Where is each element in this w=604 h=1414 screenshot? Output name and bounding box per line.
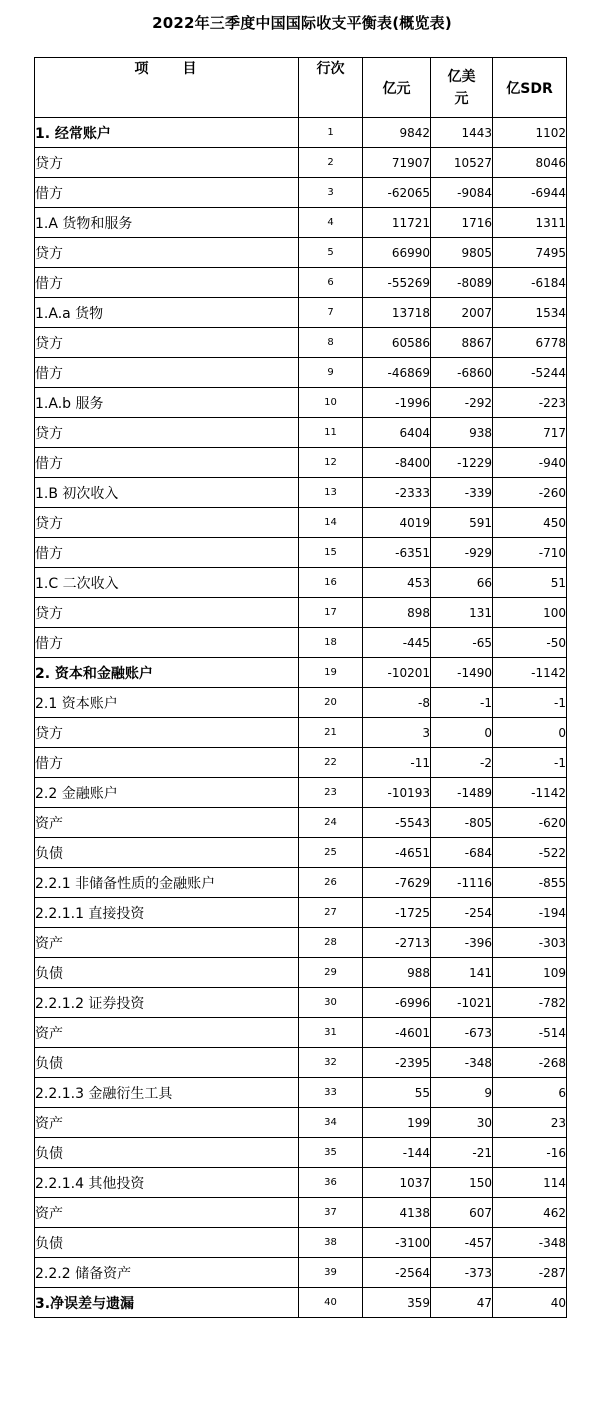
row-number: 16 (299, 568, 363, 598)
row-number: 9 (299, 358, 363, 388)
value-usd: -348 (431, 1048, 493, 1078)
value-usd: -929 (431, 538, 493, 568)
row-number: 19 (299, 658, 363, 688)
table-row (35, 1168, 567, 1198)
row-number: 31 (299, 1018, 363, 1048)
value-sdr: 40 (493, 1288, 567, 1318)
value-sdr: 114 (493, 1168, 567, 1198)
table-row (35, 1288, 567, 1318)
value-usd: -805 (431, 808, 493, 838)
table-row (35, 628, 567, 658)
value-usd: -2 (431, 748, 493, 778)
table-body (35, 118, 567, 1318)
value-usd: -396 (431, 928, 493, 958)
value-usd: 591 (431, 508, 493, 538)
table-row (35, 388, 567, 418)
value-sdr: -50 (493, 628, 567, 658)
value-usd: 8867 (431, 328, 493, 358)
item-label: 1.A.b 服务 (35, 388, 299, 418)
value-yuan: -8 (363, 688, 431, 718)
value-usd: -1116 (431, 868, 493, 898)
value-yuan: 11721 (363, 208, 431, 238)
value-sdr: -782 (493, 988, 567, 1018)
item-label: 借方 (35, 268, 299, 298)
value-usd: 131 (431, 598, 493, 628)
value-yuan: 55 (363, 1078, 431, 1108)
value-sdr: -6184 (493, 268, 567, 298)
row-number: 34 (299, 1108, 363, 1138)
value-yuan: 9842 (363, 118, 431, 148)
table-row (35, 688, 567, 718)
value-sdr: -5244 (493, 358, 567, 388)
header-row-number: 行次 (299, 58, 363, 118)
row-number: 10 (299, 388, 363, 418)
row-number: 29 (299, 958, 363, 988)
table-row (35, 898, 567, 928)
balance-of-payments-table (34, 57, 567, 1318)
item-label: 1.C 二次收入 (35, 568, 299, 598)
value-sdr: -1142 (493, 778, 567, 808)
value-usd: 9 (431, 1078, 493, 1108)
item-label: 2. 资本和金融账户 (35, 658, 299, 688)
row-number: 37 (299, 1198, 363, 1228)
table-row (35, 748, 567, 778)
row-number: 18 (299, 628, 363, 658)
value-usd: 938 (431, 418, 493, 448)
item-label: 资产 (35, 1108, 299, 1138)
header-item: 项 目 (35, 58, 299, 118)
table-row (35, 1108, 567, 1138)
header-usd: 亿美 元 (431, 58, 493, 118)
value-sdr: -855 (493, 868, 567, 898)
table-row (35, 718, 567, 748)
value-usd: -292 (431, 388, 493, 418)
value-sdr: 6 (493, 1078, 567, 1108)
value-yuan: 1037 (363, 1168, 431, 1198)
value-yuan: -10201 (363, 658, 431, 688)
value-sdr: 7495 (493, 238, 567, 268)
row-number: 11 (299, 418, 363, 448)
table-row (35, 988, 567, 1018)
row-number: 20 (299, 688, 363, 718)
value-yuan: -11 (363, 748, 431, 778)
item-label: 贷方 (35, 328, 299, 358)
value-sdr: -514 (493, 1018, 567, 1048)
value-usd: -65 (431, 628, 493, 658)
row-number: 2 (299, 148, 363, 178)
table-row (35, 1138, 567, 1168)
item-label: 1.B 初次收入 (35, 478, 299, 508)
row-number: 3 (299, 178, 363, 208)
value-yuan: -6996 (363, 988, 431, 1018)
item-label: 2.2.1.4 其他投资 (35, 1168, 299, 1198)
row-number: 23 (299, 778, 363, 808)
table-row (35, 538, 567, 568)
row-number: 35 (299, 1138, 363, 1168)
value-yuan: 4138 (363, 1198, 431, 1228)
row-number: 17 (299, 598, 363, 628)
item-label: 贷方 (35, 418, 299, 448)
value-yuan: -8400 (363, 448, 431, 478)
value-sdr: -522 (493, 838, 567, 868)
value-yuan: 13718 (363, 298, 431, 328)
value-sdr: -287 (493, 1258, 567, 1288)
value-yuan: 988 (363, 958, 431, 988)
table-row (35, 148, 567, 178)
table-row (35, 118, 567, 148)
table-row (35, 598, 567, 628)
value-usd: 9805 (431, 238, 493, 268)
value-sdr: 1102 (493, 118, 567, 148)
value-sdr: -1 (493, 748, 567, 778)
value-usd: 2007 (431, 298, 493, 328)
value-yuan: -10193 (363, 778, 431, 808)
row-number: 13 (299, 478, 363, 508)
row-number: 26 (299, 868, 363, 898)
value-yuan: -2713 (363, 928, 431, 958)
value-sdr: 23 (493, 1108, 567, 1138)
value-usd: 47 (431, 1288, 493, 1318)
value-sdr: -194 (493, 898, 567, 928)
table-row (35, 658, 567, 688)
table-row (35, 298, 567, 328)
row-number: 21 (299, 718, 363, 748)
row-number: 14 (299, 508, 363, 538)
value-usd: -1 (431, 688, 493, 718)
value-usd: -1229 (431, 448, 493, 478)
item-label: 1. 经常账户 (35, 118, 299, 148)
row-number: 33 (299, 1078, 363, 1108)
item-label: 负债 (35, 1048, 299, 1078)
value-yuan: -6351 (363, 538, 431, 568)
value-sdr: 1311 (493, 208, 567, 238)
item-label: 借方 (35, 538, 299, 568)
value-sdr: -6944 (493, 178, 567, 208)
value-yuan: -445 (363, 628, 431, 658)
table-row (35, 508, 567, 538)
value-yuan: 6404 (363, 418, 431, 448)
value-sdr: 462 (493, 1198, 567, 1228)
item-label: 2.2.1.3 金融衍生工具 (35, 1078, 299, 1108)
value-yuan: 199 (363, 1108, 431, 1138)
row-number: 24 (299, 808, 363, 838)
value-usd: 141 (431, 958, 493, 988)
value-usd: 0 (431, 718, 493, 748)
table-row (35, 1258, 567, 1288)
value-usd: 607 (431, 1198, 493, 1228)
value-yuan: -5543 (363, 808, 431, 838)
value-sdr: 51 (493, 568, 567, 598)
item-label: 2.2 金融账户 (35, 778, 299, 808)
item-label: 资产 (35, 928, 299, 958)
row-number: 32 (299, 1048, 363, 1078)
value-usd: -684 (431, 838, 493, 868)
item-label: 2.2.1.1 直接投资 (35, 898, 299, 928)
item-label: 贷方 (35, 508, 299, 538)
table-row (35, 778, 567, 808)
row-number: 4 (299, 208, 363, 238)
table-row (35, 418, 567, 448)
item-label: 资产 (35, 1018, 299, 1048)
table-row (35, 1198, 567, 1228)
row-number: 15 (299, 538, 363, 568)
table-row (35, 568, 567, 598)
value-yuan: 4019 (363, 508, 431, 538)
value-usd: -21 (431, 1138, 493, 1168)
page-title: 2022年三季度中国国际收支平衡表(概览表) (152, 14, 452, 32)
value-usd: -457 (431, 1228, 493, 1258)
value-usd: -6860 (431, 358, 493, 388)
value-yuan: -2395 (363, 1048, 431, 1078)
item-label: 借方 (35, 448, 299, 478)
value-sdr: 100 (493, 598, 567, 628)
item-label: 2.2.1.2 证券投资 (35, 988, 299, 1018)
header-sdr: 亿SDR (493, 58, 567, 118)
table-row (35, 358, 567, 388)
value-sdr: -268 (493, 1048, 567, 1078)
table-row (35, 928, 567, 958)
value-yuan: -1996 (363, 388, 431, 418)
item-label: 2.1 资本账户 (35, 688, 299, 718)
value-usd: -673 (431, 1018, 493, 1048)
item-label: 贷方 (35, 238, 299, 268)
row-number: 38 (299, 1228, 363, 1258)
value-sdr: -620 (493, 808, 567, 838)
value-yuan: 66990 (363, 238, 431, 268)
item-label: 贷方 (35, 148, 299, 178)
value-sdr: -710 (493, 538, 567, 568)
value-yuan: 71907 (363, 148, 431, 178)
value-sdr: -348 (493, 1228, 567, 1258)
item-label: 1.A 货物和服务 (35, 208, 299, 238)
row-number: 22 (299, 748, 363, 778)
value-sdr: -223 (493, 388, 567, 418)
value-sdr: 8046 (493, 148, 567, 178)
row-number: 8 (299, 328, 363, 358)
item-label: 3.净误差与遗漏 (35, 1288, 299, 1318)
value-yuan: -4651 (363, 838, 431, 868)
header-yuan: 亿元 (363, 58, 431, 118)
row-number: 1 (299, 118, 363, 148)
item-label: 借方 (35, 358, 299, 388)
value-yuan: -4601 (363, 1018, 431, 1048)
table-row (35, 448, 567, 478)
item-label: 负债 (35, 838, 299, 868)
value-usd: 10527 (431, 148, 493, 178)
table-row (35, 838, 567, 868)
value-yuan: 453 (363, 568, 431, 598)
value-usd: 30 (431, 1108, 493, 1138)
value-sdr: -1142 (493, 658, 567, 688)
value-yuan: 60586 (363, 328, 431, 358)
item-label: 负债 (35, 958, 299, 988)
value-sdr: 0 (493, 718, 567, 748)
value-usd: 1716 (431, 208, 493, 238)
row-number: 7 (299, 298, 363, 328)
value-usd: -9084 (431, 178, 493, 208)
row-number: 36 (299, 1168, 363, 1198)
item-label: 借方 (35, 748, 299, 778)
item-label: 贷方 (35, 598, 299, 628)
table-row (35, 478, 567, 508)
value-usd: -373 (431, 1258, 493, 1288)
value-yuan: -62065 (363, 178, 431, 208)
item-label: 借方 (35, 178, 299, 208)
table-row (35, 1228, 567, 1258)
value-usd: -1490 (431, 658, 493, 688)
row-number: 25 (299, 838, 363, 868)
value-yuan: -7629 (363, 868, 431, 898)
value-sdr: -260 (493, 478, 567, 508)
row-number: 5 (299, 238, 363, 268)
item-label: 2.2.1 非储备性质的金融账户 (35, 868, 299, 898)
row-number: 40 (299, 1288, 363, 1318)
value-yuan: 359 (363, 1288, 431, 1318)
value-usd: 66 (431, 568, 493, 598)
value-sdr: 717 (493, 418, 567, 448)
row-number: 27 (299, 898, 363, 928)
table-row (35, 268, 567, 298)
table-row (35, 178, 567, 208)
value-sdr: 450 (493, 508, 567, 538)
item-label: 负债 (35, 1228, 299, 1258)
table-row (35, 208, 567, 238)
value-sdr: -303 (493, 928, 567, 958)
header-row (35, 58, 567, 118)
table-row (35, 1078, 567, 1108)
value-yuan: -144 (363, 1138, 431, 1168)
value-usd: -339 (431, 478, 493, 508)
value-sdr: -940 (493, 448, 567, 478)
row-number: 12 (299, 448, 363, 478)
value-yuan: -2564 (363, 1258, 431, 1288)
table-row (35, 808, 567, 838)
value-yuan: -2333 (363, 478, 431, 508)
value-sdr: 109 (493, 958, 567, 988)
value-usd: -1489 (431, 778, 493, 808)
item-label: 1.A.a 货物 (35, 298, 299, 328)
value-sdr: 1534 (493, 298, 567, 328)
item-label: 资产 (35, 808, 299, 838)
value-yuan: -55269 (363, 268, 431, 298)
row-number: 30 (299, 988, 363, 1018)
value-usd: -1021 (431, 988, 493, 1018)
table-row (35, 238, 567, 268)
value-yuan: -46869 (363, 358, 431, 388)
table-row (35, 958, 567, 988)
item-label: 借方 (35, 628, 299, 658)
value-usd: 150 (431, 1168, 493, 1198)
item-label: 资产 (35, 1198, 299, 1228)
value-usd: -254 (431, 898, 493, 928)
item-label: 贷方 (35, 718, 299, 748)
table-row (35, 1018, 567, 1048)
item-label: 负债 (35, 1138, 299, 1168)
value-sdr: -1 (493, 688, 567, 718)
value-yuan: 3 (363, 718, 431, 748)
row-number: 28 (299, 928, 363, 958)
value-usd: -8089 (431, 268, 493, 298)
value-yuan: -3100 (363, 1228, 431, 1258)
value-yuan: 898 (363, 598, 431, 628)
value-sdr: 6778 (493, 328, 567, 358)
row-number: 6 (299, 268, 363, 298)
table-row (35, 868, 567, 898)
value-yuan: -1725 (363, 898, 431, 928)
row-number: 39 (299, 1258, 363, 1288)
item-label: 2.2.2 储备资产 (35, 1258, 299, 1288)
value-usd: 1443 (431, 118, 493, 148)
table-row (35, 1048, 567, 1078)
value-sdr: -16 (493, 1138, 567, 1168)
table-row (35, 328, 567, 358)
